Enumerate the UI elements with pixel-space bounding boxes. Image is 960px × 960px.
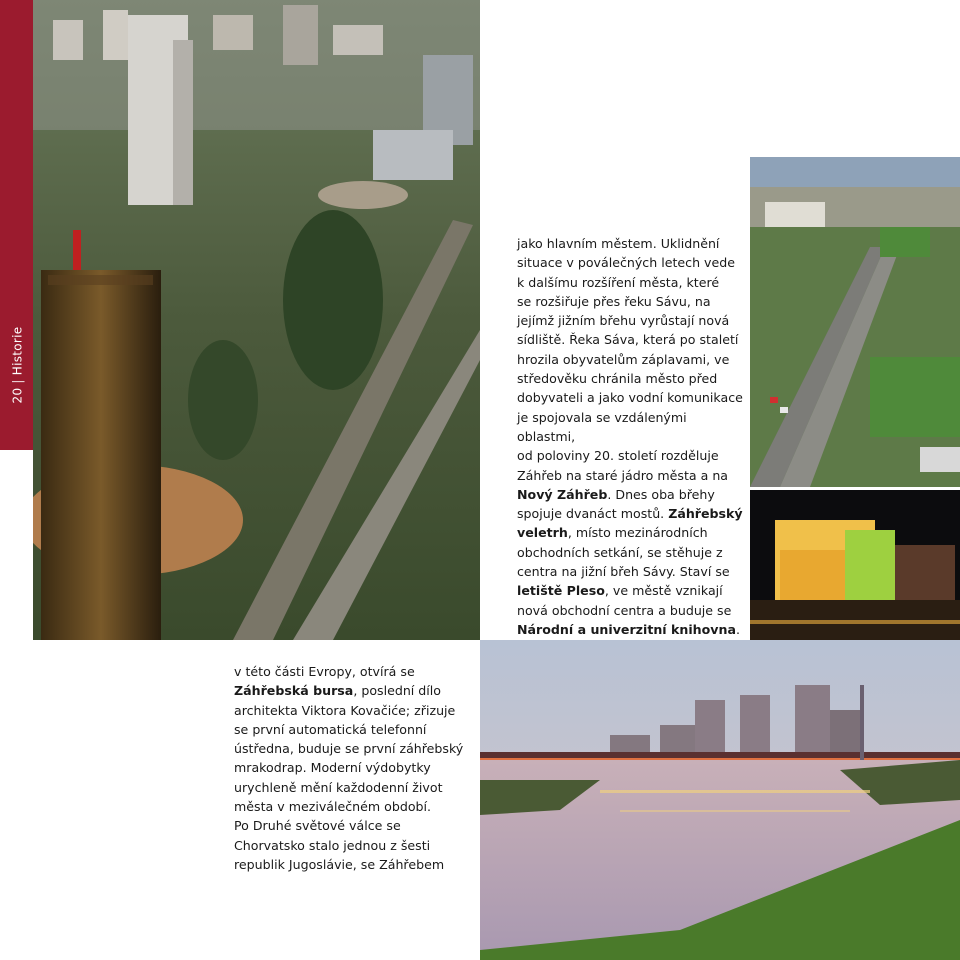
text-line	[234, 681, 474, 700]
photo-lit-building	[750, 490, 960, 640]
text-line	[517, 523, 745, 542]
text-line	[234, 836, 474, 855]
text-line	[234, 816, 474, 835]
bold-term: veletrh	[517, 525, 568, 541]
text-run: k dalšímu rozšíření města, které	[517, 274, 720, 290]
text-line	[517, 543, 745, 562]
label-separator: |	[10, 379, 24, 384]
text-line	[517, 292, 745, 311]
section-name: Historie	[10, 326, 24, 376]
text-run: architekta Viktora Kovačiće; zřizuje	[234, 702, 456, 718]
text-line	[517, 350, 745, 369]
photo-river-sunset	[480, 640, 960, 960]
text-run: . Dnes oba břehy	[607, 486, 715, 502]
text-run: Chorvatsko stalo jednou z šesti	[234, 837, 431, 853]
text-line	[517, 273, 745, 292]
text-line	[517, 446, 745, 465]
text-run: jejímž jižním břehu vyrůstají nová	[517, 313, 730, 329]
bold-term: letiště Pleso	[517, 583, 605, 599]
text-run: ústředna, buduje se první záhřebský	[234, 741, 464, 757]
text-run: dobyvateli a jako vodní komunikace	[517, 390, 743, 406]
text-run: .	[735, 621, 740, 637]
text-line	[517, 562, 745, 581]
page-number: 20	[10, 387, 24, 404]
text-run: jako hlavním městem. Uklidnění	[517, 236, 720, 251]
bold-term: Národní a univerzitní knihovna	[517, 621, 736, 637]
text-run: od poloviny 20. století rozděluje	[517, 448, 719, 464]
text-line	[517, 311, 745, 330]
text-line	[517, 466, 745, 485]
text-run: obchodních setkání, se stěhuje z	[517, 544, 723, 560]
text-line	[517, 620, 745, 639]
text-line	[517, 369, 745, 388]
page-label	[2, 300, 32, 430]
text-line	[517, 330, 745, 349]
text-run: sídliště. Řeka Sáva, která po staletí	[517, 332, 739, 348]
photo-aerial-city	[33, 0, 480, 640]
text-run: nová obchodní centra a buduje se	[517, 602, 732, 618]
text-line	[234, 797, 474, 816]
text-run: , místo mezinárodních	[567, 525, 708, 541]
text-line	[234, 758, 474, 777]
text-line	[517, 581, 745, 600]
text-line	[517, 408, 745, 447]
text-run: spojuje dvanáct mostů.	[517, 506, 669, 522]
text-run: mrakodrap. Moderní výdobytky	[234, 760, 431, 776]
text-run: se první automatická telefonní	[234, 721, 427, 737]
text-run: , poslední dílo	[353, 683, 442, 699]
text-line	[517, 234, 745, 253]
text-line	[517, 504, 745, 523]
text-run: urychleně mění každodenní život	[234, 779, 443, 795]
photo-highway	[750, 157, 960, 487]
bold-term: Nový Záhřeb	[517, 486, 608, 502]
text-line	[234, 778, 474, 797]
text-run: Záhřeb na staré jádro města a na	[517, 467, 729, 483]
bold-term: Záhřebský	[668, 506, 743, 522]
text-line	[234, 701, 474, 720]
text-run: situace v poválečných letech vede	[517, 255, 735, 271]
text-line	[517, 253, 745, 272]
text-line	[234, 739, 474, 758]
text-run: města v meziválečném období.	[234, 799, 432, 815]
text-run: centra na jižní břeh Sávy. Staví se	[517, 564, 730, 580]
text-line	[234, 855, 474, 874]
text-run: je spojovala se vzdálenými oblastmi,	[517, 409, 687, 444]
text-run: středověku chránila město před	[517, 371, 718, 387]
text-line	[517, 485, 745, 504]
text-run: hrozila obyvatelům záplavami, ve	[517, 351, 730, 367]
body-text-left	[234, 662, 474, 874]
text-line	[517, 388, 745, 407]
text-line	[517, 601, 745, 620]
text-run: republik Jugoslávie, se Záhřebem	[234, 856, 445, 872]
bold-term: Záhřebská bursa	[234, 683, 354, 699]
text-run: , ve městě vznikají	[604, 583, 723, 599]
text-line	[234, 662, 474, 681]
text-run: v této části Evropy, otvírá se	[234, 664, 415, 679]
body-text-right	[517, 234, 745, 639]
text-run: se rozšiřuje přes řeku Sávu, na	[517, 293, 711, 309]
text-run: Po Druhé světové válce se	[234, 818, 401, 834]
text-line	[234, 720, 474, 739]
